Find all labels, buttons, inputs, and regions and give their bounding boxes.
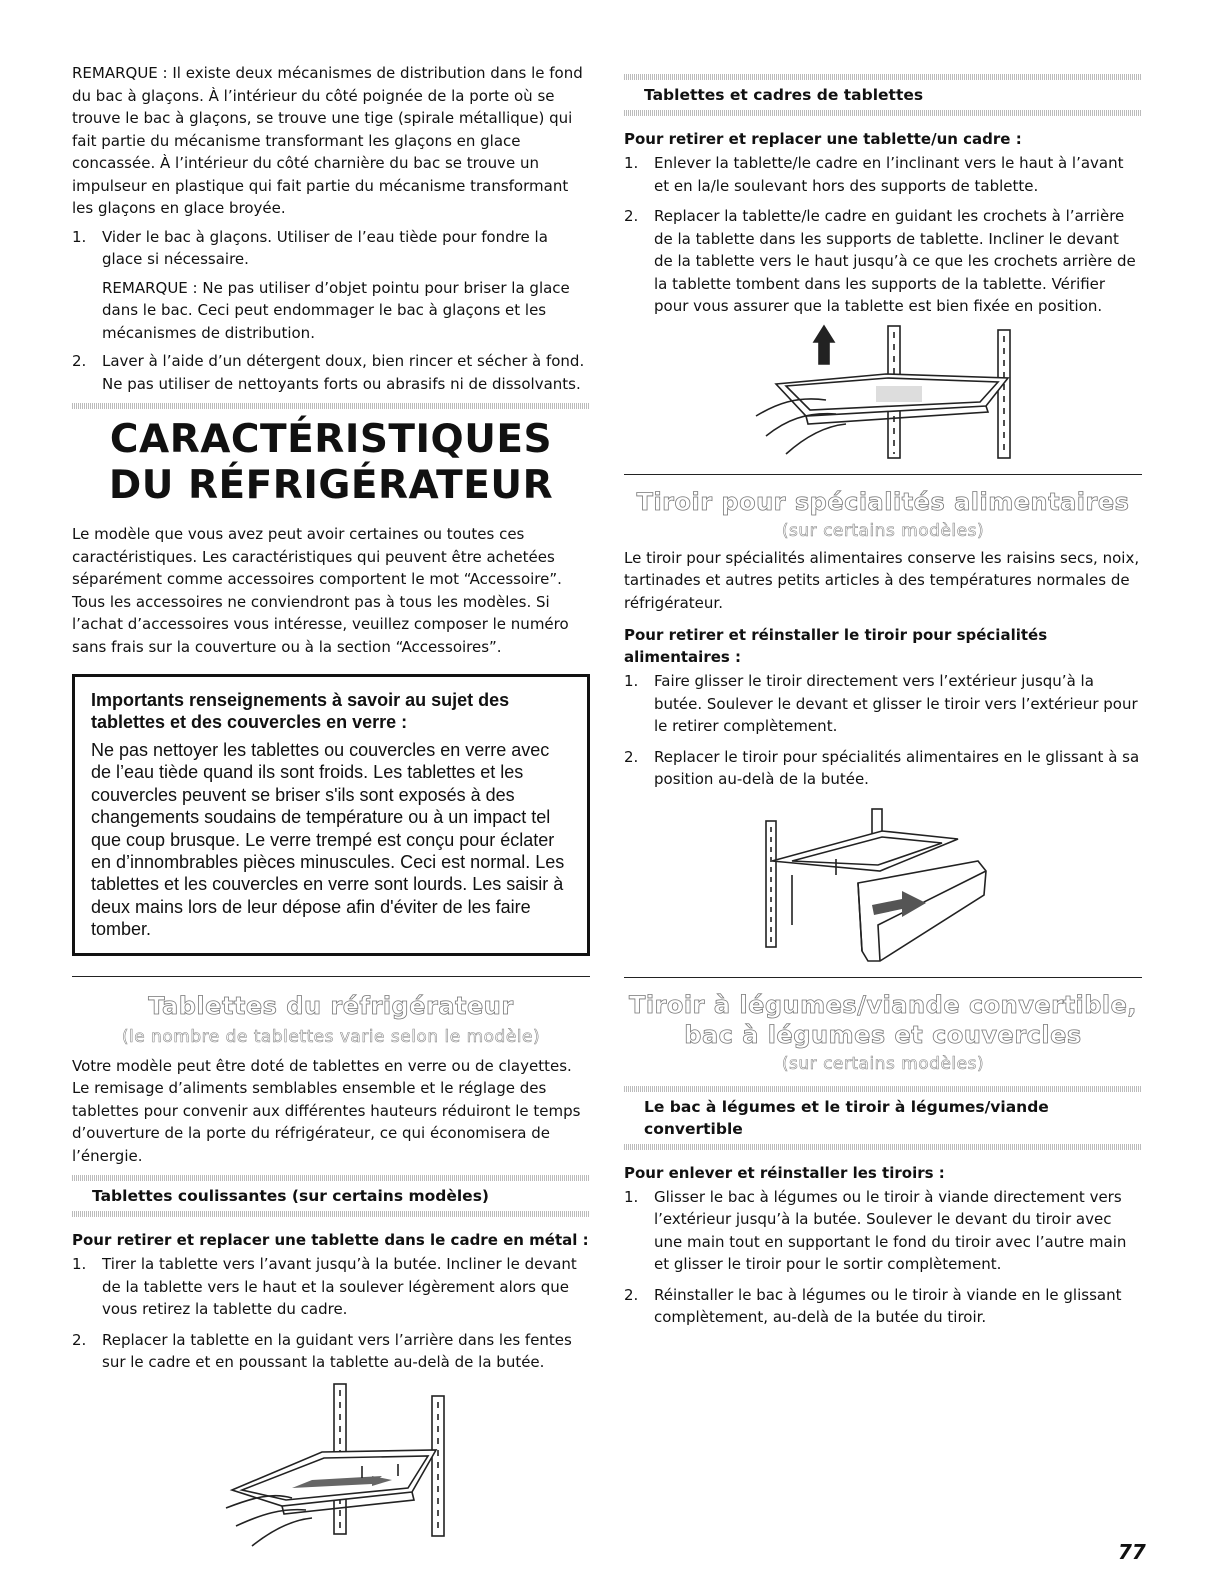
procedure-heading: Pour retirer et réinstaller le tiroir pour spécialités alimentaires : — [624, 626, 1048, 666]
section-subtitle: (sur certains modèles) — [781, 520, 985, 541]
divider — [624, 110, 1142, 116]
divider — [624, 474, 1142, 475]
step-number: 2. — [624, 207, 639, 225]
procedure-heading: Pour retirer et replacer une tablette/un cadre : — [624, 130, 1022, 148]
intro-paragraph: Le modèle que vous avez peut avoir certaines ou toutes ces caractéristiques. Les caractéristiques qui peuvent être achetées séparément comme accessoires comportent le mot “Accessoire”. Tous les accessoires ne conviendront pas à tous les modèles. Si l’achat d’accessoires vous intéresse, veuillez composer le numéro sans frais sur la couverture ou à la section “Accessoires”. — [72, 525, 569, 656]
list-item — [72, 226, 590, 271]
list-item — [624, 152, 1142, 197]
step-text: Glisser le bac à légumes ou le tiroir à viande directement vers l’extérieur jusqu’à la butée. Soulever le devant du tiroir avec une main tout en supportant le fond du tiroir avec l’autre main et glisser le tiroir pour le sortir complètement. — [654, 1187, 1127, 1273]
step-text: Enlever la tablette/le cadre en l’inclinant vers le haut à l’avant et en la/le soulevant hors des supports de tablette. — [654, 154, 1124, 195]
page-number: 77 — [1118, 1540, 1146, 1564]
section-subtitle: (sur certains modèles) — [781, 1053, 985, 1074]
divider — [624, 977, 1142, 978]
step-number: 2. — [72, 352, 87, 370]
divider — [72, 403, 590, 409]
warning-body: Ne pas nettoyer les tablettes ou couvercles en verre avec de l’eau tiède quand ils sont froids. Les tablettes et les couvercles peuvent se briser s'ils sont exposés à des changements soudains de température ou à un impact tel que coup brusque. Le verre trempé est conçu pour éclater en d’innombrables pièces minuscules. Ceci est normal. Les tablettes et les couvercles en verre sont lourds. Les saisir à deux mains lors de leur dépose afin d'éviter de les faire tomber. — [91, 740, 565, 940]
shelves-paragraph: Votre modèle peut être doté de tablettes en verre ou de clayettes. Le remisage d’aliments semblables ensemble et le réglage des tablettes pour convenir aux différentes hauteurs réduiront le temps d’ouverture de la porte du réfrigérateur, ce qui économisera de l’énergie. — [72, 1056, 581, 1165]
divider — [72, 976, 590, 977]
right-column — [624, 62, 1142, 1329]
step-note: REMARQUE : Ne pas utiliser d’objet pointu pour briser la glace dans le bac. Ceci peut endommager le bac à glaçons et les mécanismes de distribution. — [102, 278, 570, 342]
step-text: Réinstaller le bac à légumes ou le tiroir à viande en le glissant complètement, au-delà de la butée du tiroir. — [654, 1285, 1122, 1326]
title-line: CARACTÉRISTIQUES — [109, 417, 553, 462]
list-item — [624, 670, 1142, 738]
step-text: Tirer la tablette vers l’avant jusqu’à la butée. Incliner le devant de la tablette vers le haut et la soulever légèrement alors que vous retirez la tablette du cadre. — [102, 1255, 577, 1319]
title-line: DU RÉFRIGÉRATEUR — [108, 463, 554, 508]
section-subtitle: (le nombre de tablettes varie selon le modèle) — [121, 1026, 541, 1047]
divider — [624, 1086, 1142, 1092]
shelf-frame-illustration — [736, 324, 1036, 460]
page-title — [72, 417, 590, 509]
step-text: Replacer la tablette en la guidant vers l’arrière dans les fentes sur le cadre et en poussant la tablette au-delà de la butée. — [102, 1330, 572, 1372]
section-title: Tablettes du réfrigérateur — [148, 991, 514, 1020]
note-paragraph: REMARQUE : Il existe deux mécanismes de distribution dans le fond du bac à glaçons. À l’intérieur du côté poignée de la porte où se trouve le bac à glaçons, se trouve une tige (spirale métallique) qui fait partie du mécanisme transformant les glaçons en glace concassée. À l’intérieur du côté charnière du bac se trouve un impulseur en plastique qui fait partie du mécanisme transformant les glaçons en glace broyée. — [72, 64, 583, 217]
step-number: 2. — [72, 1330, 87, 1349]
step-number: 1. — [72, 1255, 87, 1274]
warning-box — [72, 674, 590, 956]
step-number: 2. — [624, 747, 639, 766]
list-item — [72, 350, 590, 395]
step-number: 1. — [72, 227, 87, 246]
drawer-paragraph: Le tiroir pour spécialités alimentaires conserve les raisins secs, noix, tartinades et autres petits articles à des températures normales de réfrigérateur. — [624, 548, 1140, 612]
step-text: Vider le bac à glaçons. Utiliser de l’eau tiède pour fondre la glace si nécessaire. — [102, 227, 548, 268]
divider — [72, 1211, 590, 1217]
divider — [72, 1175, 590, 1181]
procedure-heading: Pour retirer et replacer une tablette dans le cadre en métal : — [72, 1231, 589, 1250]
subsection-heading: Le bac à légumes et le tiroir à légumes/viande convertible — [644, 1097, 1049, 1138]
list-item — [624, 1284, 1142, 1329]
warning-title: Importants renseignements à savoir au sujet des tablettes et des couvercles en verre : — [91, 690, 510, 732]
subsection-heading: Tablettes et cadres de tablettes — [644, 86, 924, 104]
list-item — [72, 1253, 590, 1321]
section-title: bac à légumes et couvercles — [684, 1020, 1082, 1049]
list-item — [624, 746, 1142, 791]
step-text: Replacer le tiroir pour spécialités alimentaires en le glissant à sa position au-delà de la butée. — [654, 747, 1140, 788]
step-text: Laver à l’aide d’un détergent doux, bien rincer et sécher à fond. Ne pas utiliser de nettoyants forts ou abrasifs ni de dissolvants. — [102, 352, 585, 393]
section-title: Tiroir à légumes/viande convertible, — [628, 990, 1138, 1019]
step-number: 1. — [624, 154, 639, 172]
step-text: Replacer la tablette/le cadre en guidant les crochets à l’arrière de la tablette dans les supports de tablette. Incliner le devant de la tablette vers le haut jusqu’à ce que les crochets arrière de la tablette tombent dans les supports de la tablette. Vérifier pour vous assurer que la tablette est bien fixée en position. — [654, 207, 1136, 315]
list-item — [624, 1186, 1142, 1276]
step-number: 2. — [624, 1285, 639, 1304]
subsection-heading: Tablettes coulissantes (sur certains modèles) — [92, 1187, 490, 1206]
list-item — [624, 205, 1142, 318]
left-column — [72, 62, 590, 1550]
sliding-shelf-illustration — [222, 1380, 482, 1550]
divider — [624, 1144, 1142, 1150]
drawer-illustration — [762, 805, 1002, 967]
step-number: 1. — [624, 1187, 639, 1206]
procedure-heading: Pour enlever et réinstaller les tiroirs : — [624, 1163, 945, 1182]
step-number: 1. — [624, 672, 639, 690]
divider — [624, 74, 1142, 80]
section-title: Tiroir pour spécialités alimentaires — [636, 487, 1130, 516]
list-item — [72, 1329, 590, 1374]
step-text: Faire glisser le tiroir directement vers l’extérieur jusqu’à la butée. Soulever le devant et glisser le tiroir vers l’extérieur pour le retirer complètement. — [654, 672, 1138, 735]
